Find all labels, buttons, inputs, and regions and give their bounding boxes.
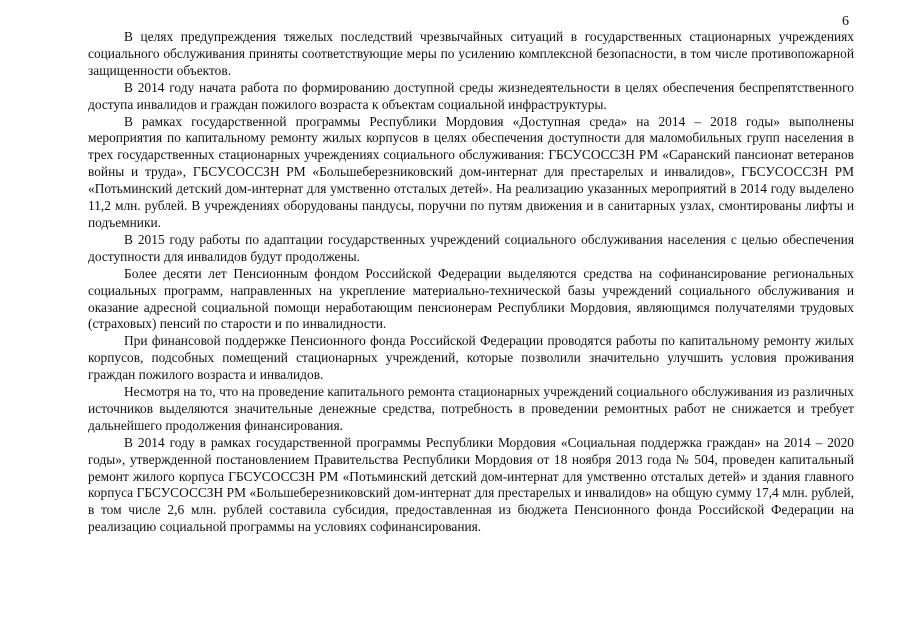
document-body [88, 29, 854, 536]
paragraph-repair-needs: Несмотря на то, что на проведение капитального ремонта стационарных учреждений социального обслуживания из различных источников выделяются значительные денежные средства, потребность в проведении ремонтных работ не снижается и требует дальнейшего продолжения финансирования. [88, 384, 854, 433]
paragraph-2015-adaptation: В 2015 году работы по адаптации государственных учреждений социального обслуживания населения с целью обеспечения доступности для инвалидов будут продолжены. [88, 231, 854, 264]
paragraph-accessible-environment: В 2014 году начата работа по формированию доступной среды жизнедеятельности в целях обеспечения беспрепятственного доступа инвалидов и граждан пожилого возраста к объектам социальной инфраструктуры. [88, 79, 854, 112]
page-number: 6 [842, 14, 849, 29]
paragraph-safety-measures: В целях предупреждения тяжелых последствий чрезвычайных ситуаций в государственных стационарных учреждениях социального обслуживания приняты соответствующие меры по усилению комплексной безопасности, в том числе противопожарной защищенности объектов. [88, 29, 854, 78]
paragraph-pension-fund-cofinancing: Более десяти лет Пенсионным фондом Российской Федерации выделяются средства на софинансирование региональных социальных программ, направленных на укрепление материально-технической базы учреждений социального обслуживания и оказание адресной социальной помощи неработающим пенсионерам Республики Мордовия, являющимся получателями трудовых (страховых) пенсий по старости и по инвалидности. [88, 265, 854, 332]
paragraph-pension-fund-repairs: При финансовой поддержке Пенсионного фонда Российской Федерации проводятся работы по капитальному ремонту жилых корпусов, подсобных помещений стационарных учреждений, которые позволили значительно улучшить условия проживания граждан пожилого возраста и инвалидов. [88, 333, 854, 383]
paragraph-social-support-program: В 2014 году в рамках государственной программы Республики Мордовия «Социальная поддержка граждан» на 2014 – 2020 годы», утвержденной постановлением Правительства Республики Мордовия от 18 ноября 2013 года № 504, проведен капитальный ремонт жилого корпуса ГБСУСОССЗН РМ «Потьминский детский дом-интернат для умственно отсталых детей» и здания главного корпуса ГБСУСОССЗН РМ «Большеберезниковский дом-интернат для престарелых и инвалидов» на общую сумму 17,4 млн. рублей, в том числе 2,6 млн. рублей составила субсидия, предоставленная из бюджета Пенсионного фонда Российской Федерации на реализацию социальной программы на условиях софинансирования. [88, 434, 854, 535]
paragraph-accessible-environment-program: В рамках государственной программы Республики Мордовия «Доступная среда» на 2014 – 2018 годы» выполнены мероприятия по капитальному ремонту жилых корпусов в целях обеспечения доступности для маломобильных групп населения в трех государственных стационарных учреждениях социального обслуживания: ГБСУСОССЗН РМ «Саранский пансионат ветеранов войны и труда», ГБСУСОССЗН РМ «Большеберезниковский дом-интернат для престарелых и инвалидов», ГБСУСОССЗН РМ «Потьминский детский дом-интернат для умственно отсталых детей». На реализацию указанных мероприятий в 2014 году выделено 11,2 млн. рублей. В учреждениях оборудованы пандусы, поручни по путям движения и в санитарных узлах, смонтированы лифты и подъемники. [88, 113, 854, 230]
